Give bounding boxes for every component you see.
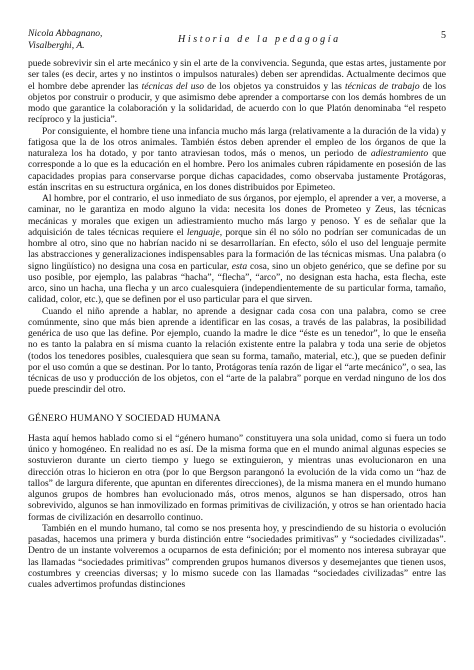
author-line-2: Visalberghi, A. [28,40,85,51]
paragraph-3-italic-1: lenguaje, [186,226,223,238]
paragraph-1-text-b: de los objetos ya construidos y las [204,80,345,92]
paragraph-3-italic-2: esta [231,260,248,272]
paragraph-3 [28,193,446,306]
paragraph-2-text-b: que corresponde a lo que es la educación en el hombre. Pero los animales cubren rápidamente en posesión de las capacidades propias para conservarse porque dichas capacidades, como observaba justamente Protágoras, están inscritas en su estructura orgánica, en los dones distribuidos por Epimeteo. [28,148,446,193]
paragraph-3-text-a: Al hombre, por el contrario, el uso inmediato de sus órganos, por ejemplo, el aprender a ver, a moverse, a caminar, no le garantiza en modo alguno la vida: necesita los dones de Prometeo y Zeus, las técnicas mecánicas y morales que exigen un adiestramiento mucho más largo y penoso. Y es de señalar que la adquisición de tales técnicas requiere el [28,193,446,238]
paragraph-2-text-a: Por consiguiente, el hombre tiene una infancia mucho más larga (relativamente a la duración de la vida) y fatigosa que la de los otros animales. También éstos deben aprender el empleo de los órganos de que la naturaleza los ha dotado, y por tanto atraviesan todos, más o menos, un periodo de [28,125,446,159]
paragraph-4-text-a: Cuando el niño aprende a hablar, no aprende a designar cada cosa con una palabra, como se cree comúnmente, sino que más bien aprende a identificar en las cosas, a través de las palabras, la posibilidad genérica de uso que las define. Por ejemplo, cuando la madre le dice “éste es un tenedor”, lo que le enseña no es tanto la palabra en sí misma cuanto la relación existente entre la palabra y toda una serie de objetos (todos los tenedores posibles, cualesquiera que sean su forma, tamaño, material, etc.), que se pueden definir por el uso común a que se destinan. Por lo tanto, Protágoras tenía razón de ligar el “arte mecánico”, o sea, las técnicas de uso y producción de los objetos, con el “arte de la palabra” porque en verdad ninguno de los dos puede prescindir del otro. [28,305,446,396]
author-credit [28,28,102,52]
document-page [28,0,446,670]
paragraph-3-text-b: porque sin él no sólo no podrían ser comunicadas de un hombre al otro, sino que no habrían nacido ni se desarrollarían. En efecto, sólo el uso del lenguaje permite las abstracciones y generalizaciones indispensables para la formación de las técnicas mismas. Una palabra (o signo lingüístico) no designa una cosa en particular, [28,226,446,272]
author-line-1: Nicola Abbagnano, [28,28,103,39]
page-header [28,22,446,54]
paragraph-3-text-c: cosa, sino un objeto genérico, que se define por su uso posible, por ejemplo, las palabras “hacha”, “flecha”, “arco”, no designan esta hacha, esta flecha, este arco, sino un hacha, una flecha y un arco cualesquiera (independientemente de su particular forma, tamaño, calidad, color, etc.), que se definen por el uso particular para el que sirven. [28,260,446,306]
paragraph-1-text-c: de los objetos por construir o producir, y que asimismo debe aprender a comportarse con los demás hombres de un modo que garantice la colaboración y la solidaridad, de acuerdo con lo que Platón denominaba “el respeto recíproco y la justicia”. [28,80,446,126]
paragraph-1-text-a: puede sobrevivir sin el arte mecánico y sin el arte de la convivencia. Segunda, que estas artes, justamente por ser tales (es decir, artes y no instintos o impulsos naturales) deben ser aprendidas. Actualmente decimos que el hombre debe aprender las [28,58,446,92]
paragraph-6: También en el mundo humano, tal como se nos presenta hoy, y prescindiendo de su historia o evolución pasadas, hacemos una primera y burda distinción entre “sociedades primitivas” y “sociedades civilizadas”. Dentro de un instante volveremos a ocuparnos de esta definición; por el momento nos interesa subrayar que las llamadas “sociedades primitivas” comprenden grupos humanos diversos y desemejantes que tienen usos, costumbres y creencias diversas; y lo mismo sucede con las llamadas “sociedades civilizadas” entre las cuales advertimos profundas distinciones [28,522,446,590]
running-title: Historia de la pedagogía [178,34,341,45]
paragraph-2 [28,126,446,194]
paragraph-4 [28,306,446,396]
document-body [28,58,446,590]
page-number: 5 [441,30,446,41]
section-gap [28,396,446,404]
paragraph-5: Hasta aquí hemos hablado como si el “género humano” constituyera una sola unidad, como si fuera un todo único y homogéneo. En realidad no es así. De la misma forma que en el mundo animal algunas especies se sostuvieron durante un cierto tiempo y luego se extinguieron, y mientras unas evolucionaron en una dirección otras lo hicieron en otra (por lo que Bergson parangonó la evolución de la vida como un “haz de tallos” de largura diferente, que apuntan en diferentes direcciones), de la misma manera en el mundo humano algunos grupos de hombres han evolucionado más, otros menos, algunos se han dispersado, otros han sobrevivido, algunos se han inmovilizado en formas primitivas de civilización, y otros se han orientado hacia formas de civilización en desarrollo continuo. [28,432,446,523]
paragraph-2-italic-1: adiestramiento [370,148,429,159]
paragraph-1-italic-1: técnicas del uso [141,80,205,92]
section-heading: GÉNERO HUMANO Y SOCIEDAD HUMANA [28,412,221,424]
paragraph-1-italic-2: técnicas de trabajo [345,80,420,92]
paragraph-1 [28,58,446,126]
